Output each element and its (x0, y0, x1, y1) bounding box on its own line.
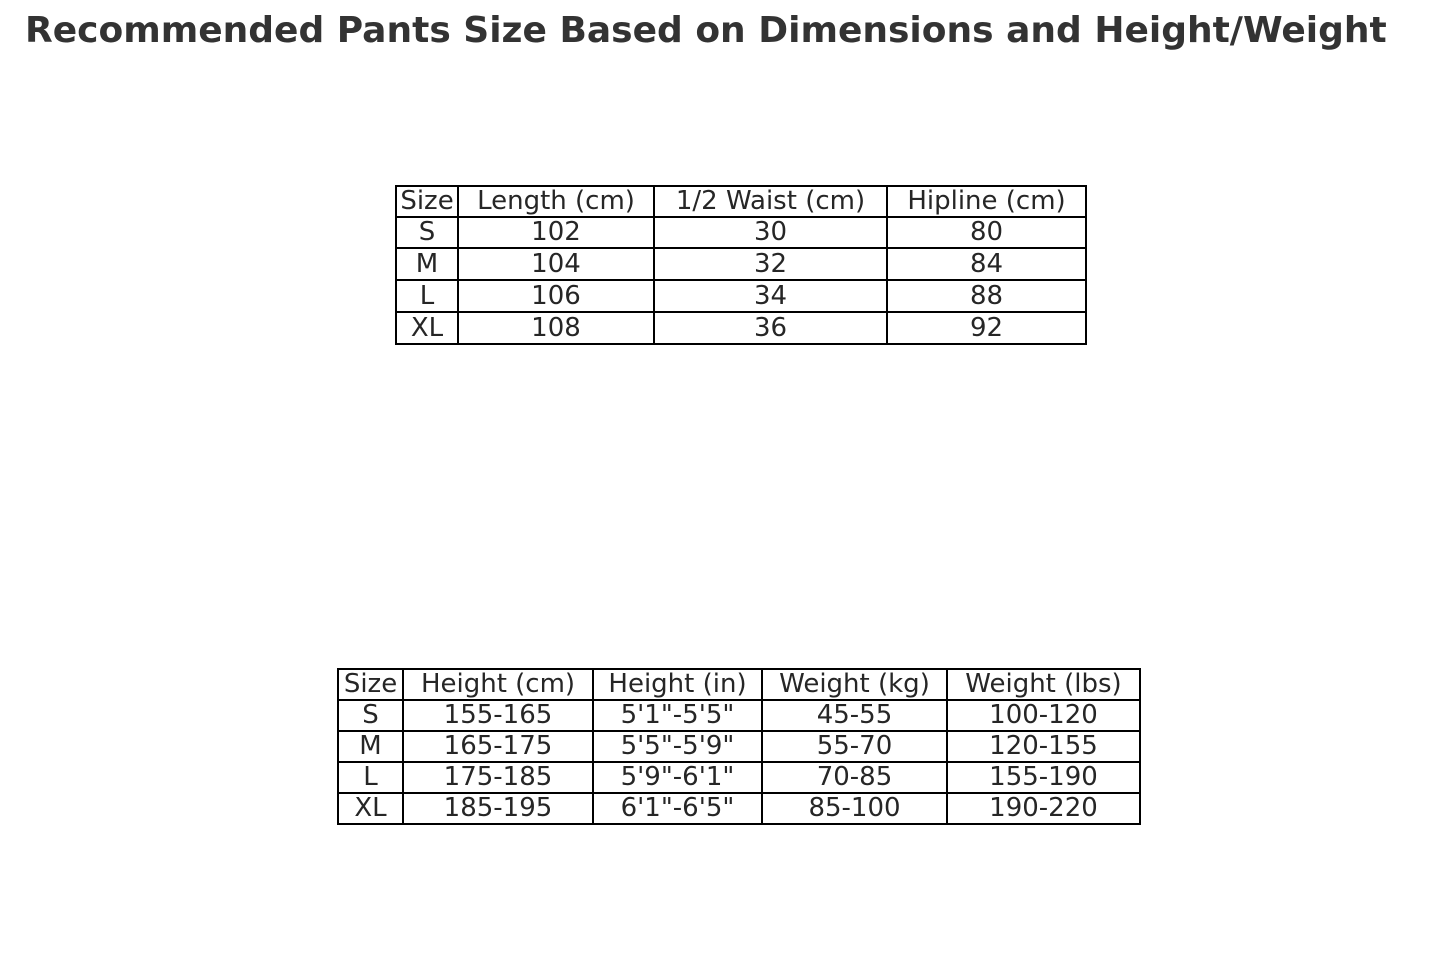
height-weight-table-head (338, 669, 1140, 700)
table-cell: 92 (887, 312, 1086, 344)
table-cell: 104 (458, 248, 654, 280)
table-cell: 185-195 (403, 793, 593, 824)
table-cell: 102 (458, 217, 654, 249)
table-cell: XL (338, 793, 403, 824)
table-cell: 190-220 (947, 793, 1140, 824)
table-cell: 5'5"-5'9" (593, 731, 762, 762)
column-header: Weight (lbs) (947, 669, 1140, 700)
table-row (396, 248, 1086, 280)
header-row (396, 186, 1086, 217)
table-cell: L (396, 280, 458, 312)
table-cell: 45-55 (762, 700, 947, 731)
column-header: Length (cm) (458, 186, 654, 217)
column-header: Hipline (cm) (887, 186, 1086, 217)
page-title: Recommended Pants Size Based on Dimensions and Height/Weight (25, 10, 1387, 51)
table-cell: 155-165 (403, 700, 593, 731)
column-header: Size (338, 669, 403, 700)
table-cell: 84 (887, 248, 1086, 280)
table-cell: 34 (654, 280, 887, 312)
table-cell: 5'9"-6'1" (593, 762, 762, 793)
table-cell: M (338, 731, 403, 762)
table-cell: 32 (654, 248, 887, 280)
table-cell: 80 (887, 217, 1086, 249)
table-cell: 175-185 (403, 762, 593, 793)
table-cell: XL (396, 312, 458, 344)
table-cell: 106 (458, 280, 654, 312)
table-cell: S (338, 700, 403, 731)
header-row (338, 669, 1140, 700)
table-row (396, 280, 1086, 312)
table-cell: 165-175 (403, 731, 593, 762)
table-cell: 85-100 (762, 793, 947, 824)
table-cell: M (396, 248, 458, 280)
column-header: Height (cm) (403, 669, 593, 700)
table-cell: 5'1"-5'5" (593, 700, 762, 731)
table-cell: 36 (654, 312, 887, 344)
table-cell: L (338, 762, 403, 793)
table-cell: 108 (458, 312, 654, 344)
table-row (338, 793, 1140, 824)
column-header: Height (in) (593, 669, 762, 700)
pants-dimensions-table-body (396, 217, 1086, 344)
table-cell: 30 (654, 217, 887, 249)
table-cell: 155-190 (947, 762, 1140, 793)
height-weight-table (337, 668, 1141, 825)
height-weight-table-body (338, 700, 1140, 824)
table-cell: 6'1"-6'5" (593, 793, 762, 824)
table-cell: 120-155 (947, 731, 1140, 762)
pants-dimensions-table-head (396, 186, 1086, 217)
column-header: 1/2 Waist (cm) (654, 186, 887, 217)
table-row (338, 762, 1140, 793)
table-cell: 100-120 (947, 700, 1140, 731)
table-row (338, 731, 1140, 762)
table-cell: 55-70 (762, 731, 947, 762)
column-header: Size (396, 186, 458, 217)
pants-dimensions-table (395, 185, 1087, 345)
column-header: Weight (kg) (762, 669, 947, 700)
table-row (396, 312, 1086, 344)
table-cell: 70-85 (762, 762, 947, 793)
table-row (396, 217, 1086, 249)
table-row (338, 700, 1140, 731)
table-cell: 88 (887, 280, 1086, 312)
table-cell: S (396, 217, 458, 249)
